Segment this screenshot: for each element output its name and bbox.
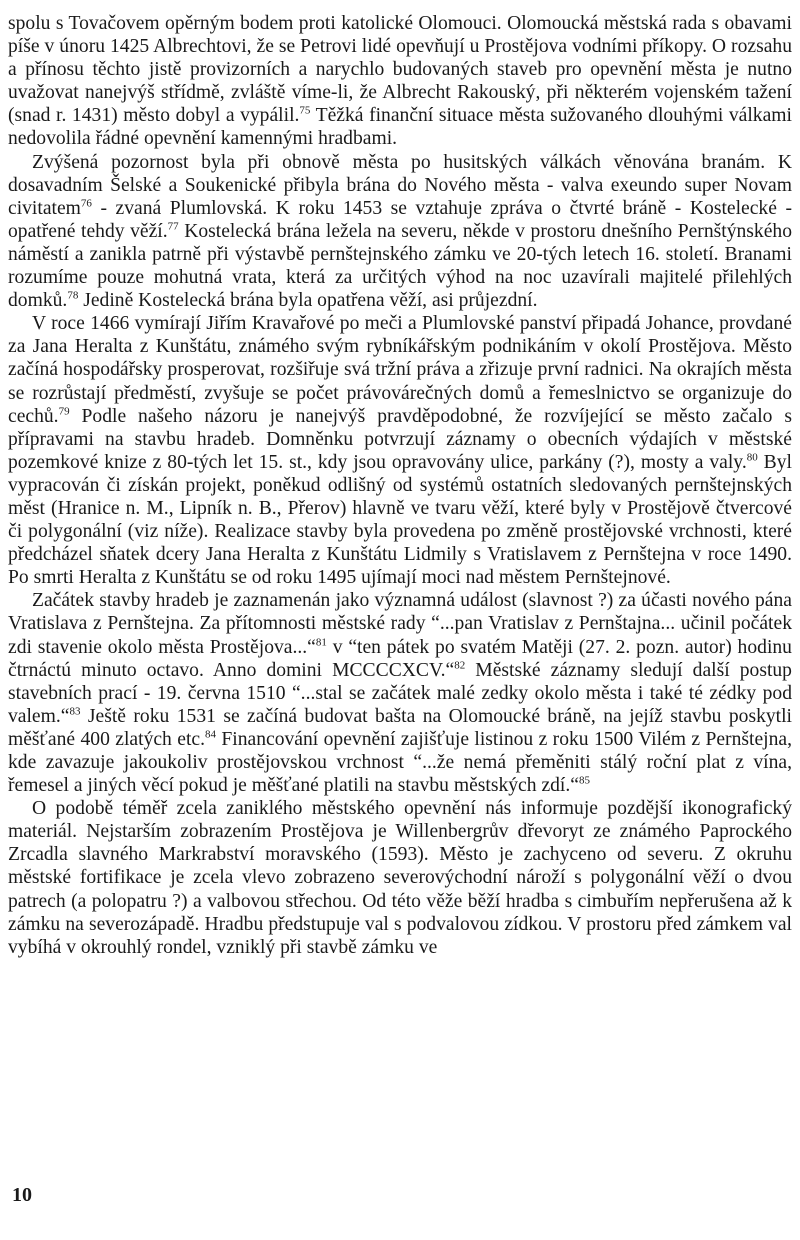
paragraph	[8, 12, 792, 151]
footnote-marker: 75	[299, 104, 311, 117]
footnote-marker: 78	[67, 289, 79, 302]
footnote-marker: 82	[454, 659, 466, 672]
text-run: Zvýšená pozornost byla při obnově města po husitských válkách věnována branám. K dosavadním Šelské a Soukenické přibyla brána do Nového města - valva exeundo super Novam civitatem	[8, 151, 792, 219]
footnote-marker: 85	[578, 774, 590, 787]
text-run: - zvaná Plumlovská. K roku 1453 se vztahuje zpráva o čtvrté bráně - Kostelecké - opatřené tehdy věží.	[8, 197, 792, 242]
text-run: Těžká finanční situace města sužovaného dlouhými válkami nedovolila řádné opevnění kamennými hradbami.	[8, 105, 792, 150]
footnote-marker: 77	[167, 220, 179, 233]
text-run: Kostelecká brána ležela na severu, někde v prostoru dnešního Pernštýnského náměstí a zanikla patrně při výstavbě pernštejnského zámku ve 20-tých letech 16. století. Branami rozumíme pouze mohutná vrata, která za určitých výhod na noc uzavírali majitelé přilehlých domků.	[8, 220, 793, 312]
text-run: Městské záznamy sledují další postup stavebních prací - 19. června 1510 “...stal se začátek malé zedky okolo města i také té zédky pod valem.“	[8, 659, 792, 727]
footnote-marker: 84	[204, 728, 216, 741]
text-run: Jedině Kostelecká brána byla opatřena věží, asi průjezdní.	[78, 290, 538, 312]
text-run: Podle našeho názoru je nanejvýš pravděpodobné, že rozvíjející se město začalo s přípravami na stavbu hradeb. Domněnku potvrzují záznamy o obecních výdajích v městské pozemkové knize z 80-tých let 15. st., kdy jsou opravovány ulice, parkány (?), mosty a valy.	[8, 405, 792, 473]
paragraph	[8, 589, 792, 797]
text-run: Byl vypracován či získán projekt, poněkud odlišný od systémů ostatních sledovaných pernštejnských měst (Hranice n. M., Lipník n. B., Přerov) hlavně ve tvaru věží, které byly v Prostějově čtvercové či polygonální (viz níže). Realizace stavby byla provedena po změně prostějovské vrchnosti, které předcházel sňatek dcery Jana Heralta z Kunštátu Lidmily s Vratislavem z Pernštejna v roce 1490. Po smrti Heralta z Kunštátu se od roku 1495 ujímají moci nad městem Pernštejnové.	[8, 451, 792, 589]
body-text	[8, 12, 792, 959]
text-run: v “ten pátek po svatém Matěji (27. 2. pozn. autor) hodinu čtrnáctú minuto octavo. Anno domini MCCCCXCV.“	[8, 636, 792, 681]
footnote-marker: 83	[69, 705, 81, 718]
footnote-marker: 81	[315, 636, 327, 648]
text-run: spolu s Tovačovem opěrným bodem proti katolické Olomouci. Olomoucká městská rada s obavami píše v únoru 1425 Albrechtovi, že se Petrovi lidé opevňují u Prostějova vodními příkopy. O rozsahu a přínosu těchto jistě provizorních a narychlo budovaných staveb pro opevnění města je nutno uvažovat nanejvýš střídmě, zvláště víme-li, že Albrecht Rakouský, při některém vojenském tažení (snad r. 1431) město dobyl a vypálil.	[8, 13, 792, 127]
footnote-marker: 80	[746, 451, 758, 464]
text-run: V roce 1466 vymírají Jiřím Kravařové po meči a Plumlovské panství připadá Johance, provdané za Jana Heralta z Kunštátu, známého svým rybníkářským podnikáním v okolí Prostějova. Město začíná hospodářsky prosperovat, rozšiřuje svá tržní práva a zřizuje první radnici. Na okrajích města se rozrůstají předměstí, zvyšuje se počet právovárečných domů a řemeslnictvo se organizuje do cechů.	[8, 313, 792, 427]
text-run: Financování opevnění zajišťuje listinou z roku 1500 Vilém z Pernštejna, kde zavazuje jakoukoliv prostějovskou vrchnost “...že nemá přeměniti stálý roční plat z vína, řemesel a jiných věcí pokud je měšťané platili na stavbu městských zdí.“	[8, 728, 792, 797]
document-page	[8, 12, 792, 1228]
text-run: O podobě téměř zcela zaniklého městského opevnění nás informuje pozdější ikonografický materiál. Nejstarším zobrazením Prostějova je Willenbergrův dřevoryt ze známého Paprockého Zrcadla slavného Markrabství moravského (1593). Město je zachyceno od severu. Z okruhu městské fortifikace je zcela vlevo zobrazeno severovýchodní nároží s polygonální věží o dvou patrech (a polopatru ?) a valbovou střechou. Od této věže běží hradba s cimbuřím nepřerušena až k zámku na severozápadě. Hradbu předstupuje val s podvalovou zídkou. V prostoru před zámkem val vybíhá v okrouhlý rondel, vzniklý při stavbě zámku ve	[8, 798, 792, 958]
paragraph	[8, 151, 792, 313]
paragraph	[8, 312, 792, 589]
footnote-marker: 79	[58, 405, 70, 418]
footnote-marker: 76	[80, 197, 92, 210]
paragraph	[8, 797, 792, 959]
text-run: Začátek stavby hradeb je zaznamenán jako významná událost (slavnost ?) za účasti nového pána Vratislava z Pernštejna. Za přítomnosti městské rady “...pan Vratislav z Pernštajna... učinil počátek zdi stavenie okolo města Prostějova...“	[8, 590, 792, 658]
page-number: 10	[12, 1184, 32, 1206]
text-run: Ještě roku 1531 se začíná budovat bašta na Olomoucké bráně, na jejíž stavbu poskytli měšťané 400 zlatých etc.	[8, 705, 792, 750]
